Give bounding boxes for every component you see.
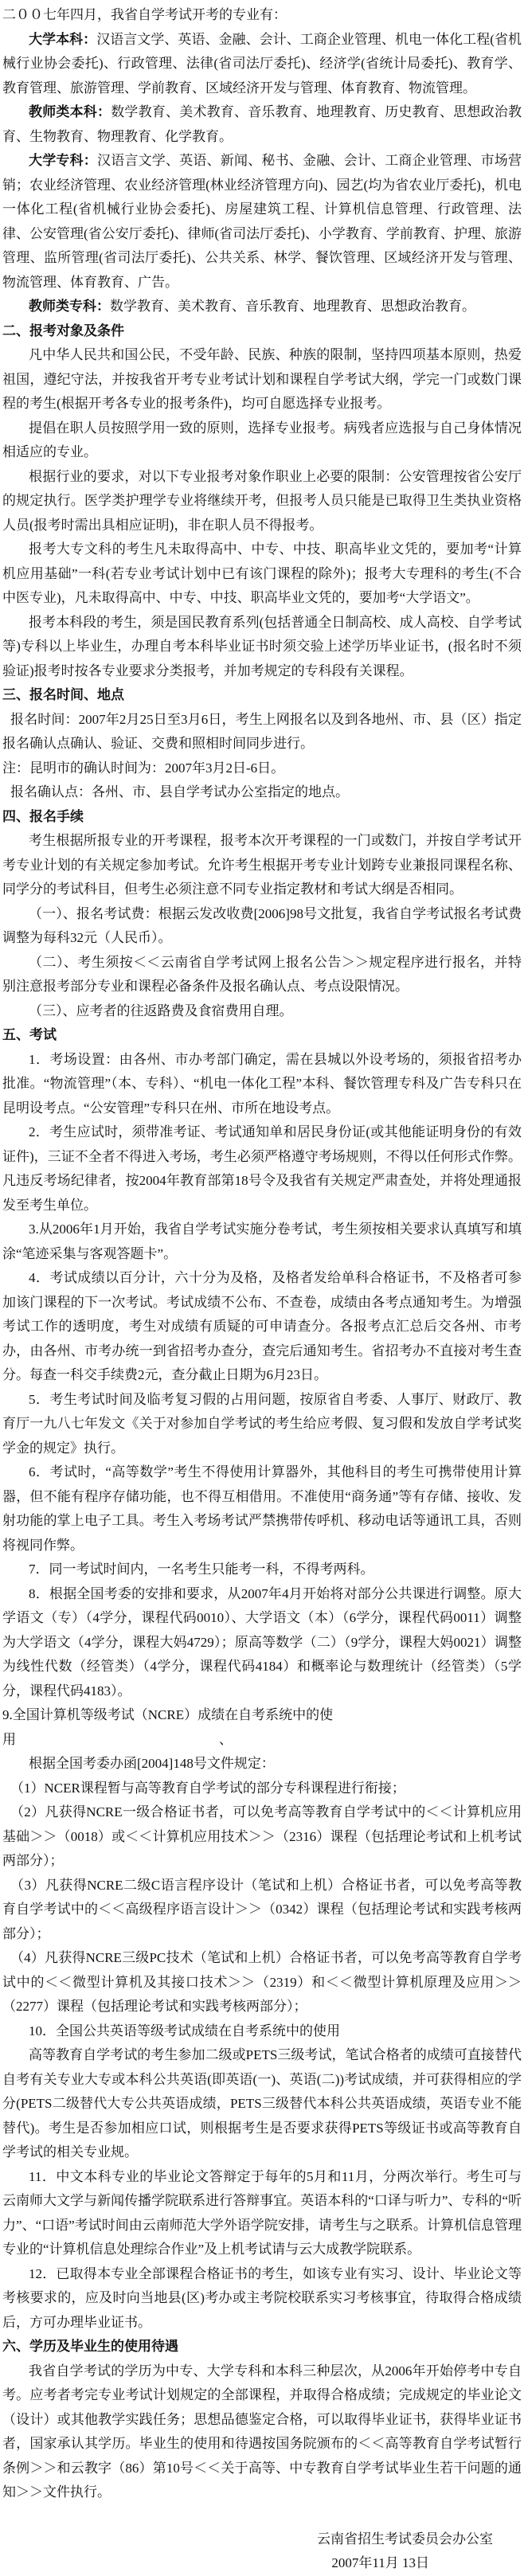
section-heading-4: 四、报名手续 [2, 808, 84, 824]
para-ncre-item-4: （4）凡获得NCRE三级PC技术（笔试和上机）合格证书者，可以免考高等教育自学考试中的＜＜微型计算机及其接口技术＞＞（2319）和＜＜微型计算机原理及应用＞＞（2277）课程（包括理论考试和实践考核两部分）； [2, 1950, 522, 2014]
para-exam-9-line2: 用 、 [2, 1731, 233, 1747]
para-procedure-intro: 考生根据所报专业的开考课程，报考本次开考课程的一门或数门，并按自学考试开考专业计划的有关规定参加考试。允许考生根据开考专业计划跨专业兼报同课程名称、同学分的考试科目，但考生必须注意不同专业指定教材和考试大纲是否相同。 [2, 833, 522, 897]
para-ncre-item-2: （2）凡获得NCRE一级合格证书者，可以免考高等教育自学考试中的＜＜计算机应用基础＞＞（0018）或＜＜计算机应用技术＞＞（2316）课程（包括理论考试和上机考试两部分）； [2, 1804, 522, 1868]
para-procedure-fee: （一）、报名考试费：根据云发改收费[2006]98号文批复，我省自学考试报名考试费调整为每科32元（人民币）。 [2, 905, 522, 945]
majors-teacher-undergrad-label: 教师类本科： [29, 104, 111, 119]
para-exam-10-heading: 10．全国公共英语等级考试成绩在自考系统中的使用 [29, 2023, 340, 2039]
para-eligibility-5: 报考本科段的考生，须是国民教育系列(包括普通全日制高校、成人高校、自学考试等)专科以上毕业生，办理自考本科毕业证书时须交验上述学历毕业证书，(报名时不须验证)报考时按各专业要求分类报考，并加考规定的专科段有关课程。 [2, 614, 522, 678]
para-exam-12: 12．已取得本专业全部课程合格证书的考生，如该专业有实习、设计、毕业论文等考核要求的，应及时向当地县(区)考办或主考院校联系实习考核事宜，待取得合格成绩后，方可办理毕业证书。 [2, 2265, 522, 2330]
majors-teacher-college-label: 教师类专科： [29, 299, 110, 314]
majors-teacher-college-text: 数学教育、美术教育、音乐教育、地理教育、思想政治教育。 [110, 299, 475, 314]
para-exam-6: 6．考试时，“高等数学”考生不得使用计算器外，其他科目的考生可携带使用计算器，但不能有程序存储功能，也不得互相借用。不准使用“商务通”等有存储、接收、发射功能的掌上电子工具。考生入考场考试严禁携带传呼机、移动电话等通讯工具，否则将视同作弊。 [2, 1464, 522, 1553]
para-ncre-item-3: （3）凡获得NCRE二级C语言程序设计（笔试和上机）合格证书者，可以免考高等教育自学考试中的＜＜高级程序语言设计＞＞（0342）课程（包括理论考试和实践考核两部分）； [2, 1877, 522, 1941]
para-ncre-intro: 根据全国考委办函[2004]148号文件规定： [29, 1756, 275, 1771]
para-exam-4: 4．考试成绩以百分计，六十分为及格，及格者发给单科合格证书，不及格者可参加该门课程的下一次考试。考试成绩不公布、不查卷，成绩由各考点通知考生。为增强考试工作的透明度，考生对成绩有质疑的可申请查分。各报考点汇总后交各州、市考办，由各州、市考办统一到省招考办查分，查完后通知考生。省招考办不直接对考生查分。每查一科交手续费2元，查分截止日期为6月23日。 [2, 1270, 522, 1382]
para-exam-2: 2．考生应试时，须带准考证、考试通知单和居民身份证(或其他能证明身份的有效证件)，三证不全者不得进入考场，考生必须严格遵守考场规则，不得以任何形式作弊。凡违反考场纪律者，按2004年教育部第18号令及我省有关规定严肃查处，并将处理通报发至考生单位。 [2, 1124, 522, 1213]
majors-college-text: 汉语言文学、英语、新闻、秘书、金融、会计、工商企业管理、市场营销；农业经济管理、农业经济管理(林业经济管理方向)、园艺(均为省农业厅委托)，机电一体化工程(省机械行业协会委托)、房屋建筑工程、计算机信息管理、行政管理、法律、公安管理(省公安厅委托)、律师(省司法厅委托)、小学教育、学前教育、护理、旅游管理、监所管理(省司法厅委托)、公共关系、林学、餐饮管理、区域经济开发与管理、物流管理、体育教育、广告。 [2, 153, 522, 290]
majors-undergrad-text: 汉语言文学、英语、金融、会计、工商企业管理、机电一体化工程(省机械行业协会委托)、行政管理、法律(省司法厅委托)、经济学(省统计局委托)、教育学、教育管理、旅游管理、学前教育、区域经济开发与管理、体育教育、物流管理。 [2, 31, 522, 96]
para-eligibility-2: 提倡在职人员按照学用一致的原则，选择专业报考。病残者应选报与自己身体情况相适应的专业。 [2, 420, 522, 459]
para-kunming-note: 注：昆明市的确认时间为：2007年3月2日-6日。 [2, 760, 285, 776]
para-exam-8: 8．根据全国考委的安排和要求，从2007年4月开始将对部分公共课进行调整。原大学语文（专）（4学分，课程代码0010）、大学语文（本）（6学分，课程代码0011）调整为大学语文（4学分，课程大妈4729）；原高等数学（二）（9学分，课程大妈0021）调整为线性代数（经管类）（4学分，课程代码4184）和概率论与数理统计（经管类）（5学分，课程代码4183）。 [2, 1585, 522, 1698]
signature-org: 云南省招生考试委员会办公室 [317, 2531, 493, 2547]
para-procedure-online-notice: （二）、考生须按＜＜云南省自学考试网上报名公告＞＞规定程序进行报名，并特别注意报考部分专业和课程必备条件及报名确认点、考点设限情况。 [2, 954, 522, 994]
majors-undergrad-label: 大学本科： [29, 31, 97, 47]
para-majors-teacher-undergrad [2, 100, 522, 149]
para-pets: 高等教育自学考试的考生参加二级或PETS三级考试，笔试合格者的成绩可直接替代自考有关专业大专或本科公共英语(即英语(一)、英语(二))考试成绩，并可获得相应的学分(PETS二级替代大专公共英语成绩，PETS三级替代本科公共英语成绩，英语专业不能替代)。考生是否参加相应口试，则根据考生是否要求获得PETS等级证书或高等教育自学考试的相关专业规。 [2, 2047, 522, 2160]
para-procedure-travel: （三）、应考者的往返路费及食宿费用自理。 [29, 1003, 293, 1018]
para-exam-3: 3.从2006年1月开始，我省自学考试实施分卷考试，考生须按相关要求认真填写和填涂“笔迹采集与客观答题卡”。 [2, 1222, 522, 1261]
para-majors-teacher-college [2, 295, 522, 319]
para-exam-5: 5．考生考试时间及临考复习假的占用问题，按原省自考委、人事厅、财政厅、教育厅一九八七年发文《关于对参加自学考试的考生给应考假、复习假和发放自学考试奖学金的规定》执行。 [2, 1391, 522, 1456]
para-eligibility-3: 根据行业的要求，对以下专业报考对象作职业上必要的限制：公安管理按省公安厅的规定执行。医学类护理学专业将继续开考，但报考人员只能是已取得卫生类执业资格人员(报考时需出具相应证明)，非在职人员不得报考。 [2, 468, 522, 533]
para-reg-time: 报名时间：2007年2月25日至3月6日，考生上网报名以及到各地州、市、县（区）指定报名确认点确认、验证、交费和照相时间同步进行。 [2, 711, 522, 751]
para-exam-1: 1．考场设置：由各州、市办考部门确定，需在县城以外设考场的，须报省招考办批准。“物流管理”（本、专科）、“机电一体化工程”本科、餐饮管理专科及广告专科只在昆明设考点。“公安管理”专科只在州、市所在地设考点。 [2, 1051, 522, 1116]
signature-date: 2007年11月 13日 [331, 2555, 429, 2570]
para-majors-undergrad [2, 28, 522, 101]
para-eligibility-4: 报考大专文科的考生凡未取得高中、中专、中技、职高毕业文凭的，要加考“计算机应用基础”一科(若专业考试计划中已有该门课程的除外)；报考大专理科的考生(不合中医专业)，凡未取得高中、中专、中技、职高毕业文凭的，要加考“大学语文”。 [2, 541, 522, 605]
para-exam-9-line1: 9.全国计算机等级考试（NCRE）成绩在自考系统中的使 [2, 1707, 334, 1722]
para-eligibility-1: 凡中华人民共和国公民，不受年龄、民族、种族的限制，坚持四项基本原则，热爱祖国，遵纪守法，并按我省开考专业考试计划和课程自学考试大纲，学完一门或数门课程的考生(根据开考各专业的报考条件)，均可自愿选择专业报考。 [2, 347, 522, 411]
para-majors-college [2, 149, 522, 295]
para-exam-7: 7．同一考试时间内，一名考生只能考一科，不得考两科。 [29, 1562, 374, 1577]
intro-line: 二００七年四月，我省自学考试开考的专业有： [2, 7, 287, 22]
para-diploma-policy: 我省自学考试的学历为中专、大学专科和本科三种层次，从2006年开始停考中专自考。应考者考完专业考试计划规定的全部课程，并取得合格成绩；完成规定的毕业论文（设计）或其他教学实践任务；思想品德鉴定合格，可以取得毕业证书，获得毕业证书者，国家承认其学历。毕业生的使用和待遇按国务院颁布的＜＜高等教育自学考试暂行条例＞＞和云教字（86）第10号＜＜关于高等、中专教育自学考试毕业生若干问题的通知＞＞文件执行。 [2, 2363, 522, 2500]
section-heading-6: 六、学历及毕业生的使用待遇 [2, 2339, 178, 2354]
section-heading-2: 二、报考对象及条件 [2, 322, 124, 338]
section-heading-3: 三、报名时间、地点 [2, 687, 124, 702]
para-exam-11: 11．中文本科专业的毕业论文答辩定于每年的5月和11月，分两次举行。考生可与云南师大文学与新闻传播学院联系进行答辩事宜。英语本科的“口译与听力”、专科的“听力”、“口语”考试时间由云南师范大学外语学院安排，请考生与之联系。计算机信息管理专业的“计算机信息处理综合作业”及上机考试请与云大成教学院联系。 [2, 2168, 522, 2257]
para-reg-points: 报名确认点：各州、市、县自学考试办公室指定的地点。 [10, 784, 349, 799]
para-ncre-item-1: （1）NCER课程暂与高等教育自学考试的部分专科课程进行衔接； [10, 1780, 405, 1796]
majors-teacher-undergrad-text: 数学教育、美术教育、音乐教育、地理教育、历史教育、思想政治教育、生物教育、物理教育、化学教育。 [2, 104, 522, 144]
majors-college-label: 大学专科： [29, 153, 97, 168]
section-heading-5: 五、考试 [2, 1027, 57, 1042]
